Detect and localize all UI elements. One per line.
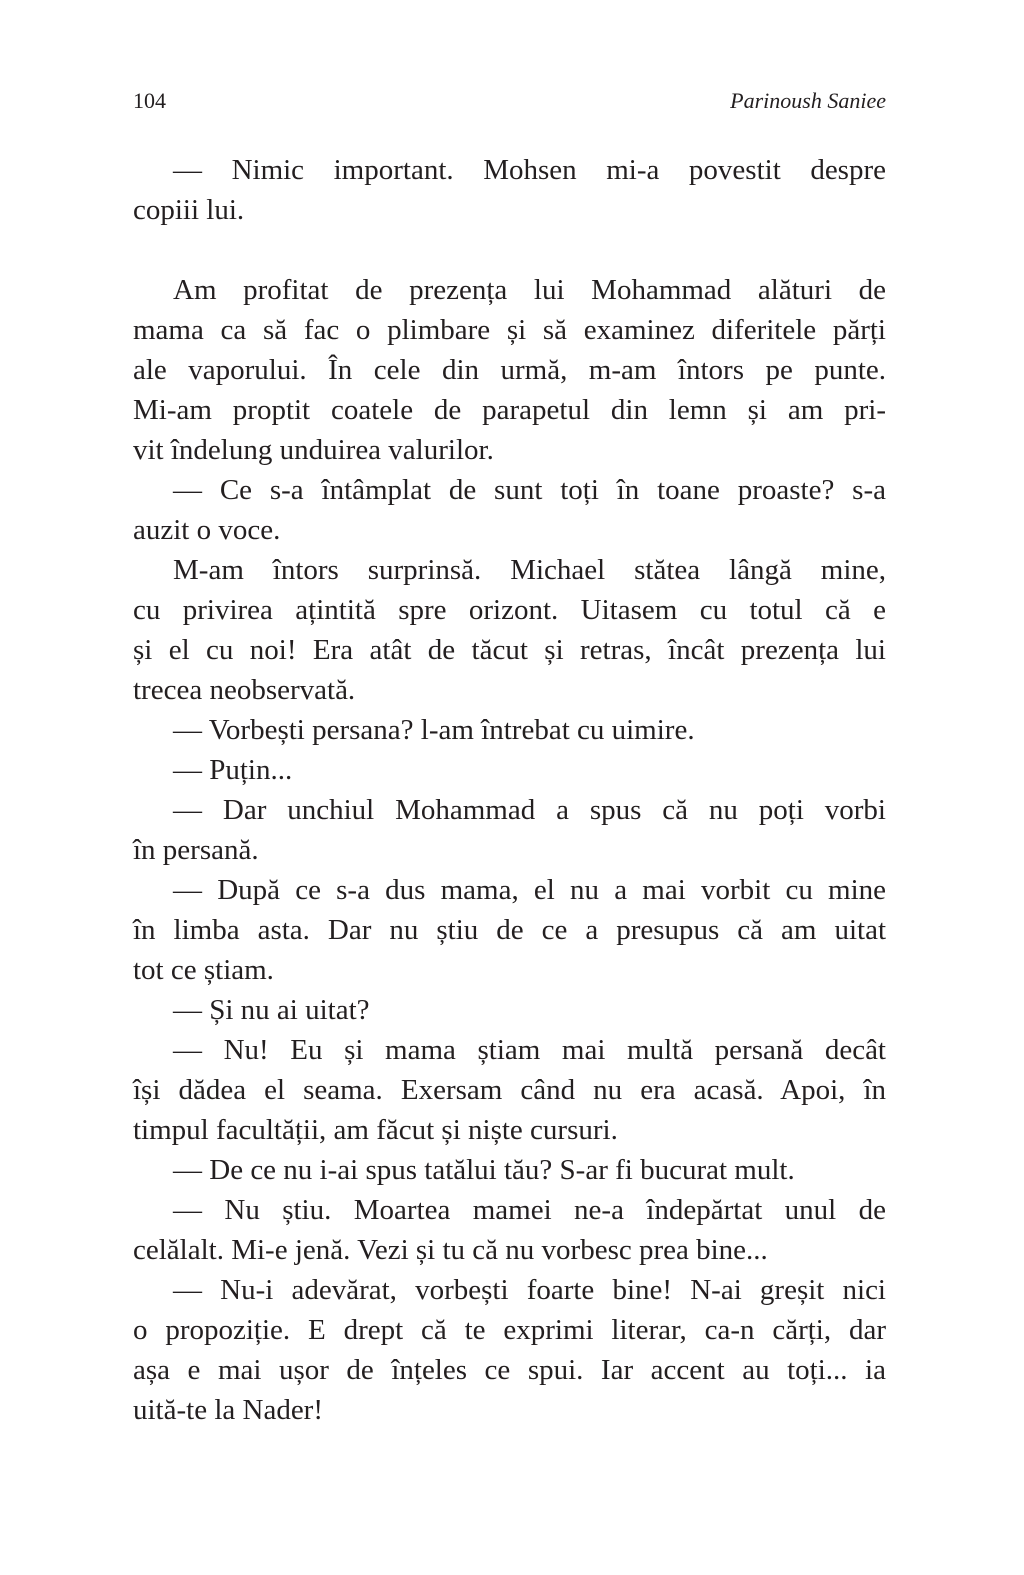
paragraph	[133, 990, 886, 1030]
text-line: vit îndelung unduirea valurilor.	[133, 434, 494, 466]
paragraph	[133, 750, 886, 790]
text-line: — Nu-i adevărat, vorbești foarte bine! N-ai greșit nici	[173, 1274, 886, 1306]
text-line: — Și nu ai uitat?	[173, 994, 370, 1026]
text-line: — Ce s-a întâmplat de sunt toți în toane proaste? s-a	[173, 474, 886, 506]
text-line: tot ce știam.	[133, 954, 274, 986]
text-line: uită-te la Nader!	[133, 1394, 324, 1426]
text-line: — După ce s-a dus mama, el nu a mai vorbit cu mine	[173, 874, 886, 906]
text-line: — De ce nu i-ai spus tatălui tău? S-ar fi bucurat mult.	[173, 1154, 795, 1186]
body-text	[133, 150, 886, 1430]
paragraph	[133, 150, 886, 230]
text-line: în persană.	[133, 834, 259, 866]
paragraph	[133, 1190, 886, 1270]
text-line: timpul facultății, am făcut și niște cursuri.	[133, 1114, 618, 1146]
text-line: auzit o voce.	[133, 514, 281, 546]
text-line: și el cu noi! Era atât de tăcut și retras, încât prezența lui	[133, 634, 886, 666]
text-line: celălalt. Mi-e jenă. Vezi și tu că nu vorbesc prea bine...	[133, 1234, 768, 1266]
text-line: cu privirea ațintită spre orizont. Uitasem cu totul că e	[133, 594, 886, 626]
text-line: trecea neobservată.	[133, 674, 356, 706]
text-line: M-am întors surprinsă. Michael stătea lângă mine,	[173, 554, 886, 586]
paragraph	[133, 550, 886, 710]
paragraph	[133, 1150, 886, 1190]
text-line: își dădea el seama. Exersam când nu era acasă. Apoi, în	[133, 1074, 886, 1106]
text-line: Mi-am proptit coatele de parapetul din lemn și am pri-	[133, 394, 886, 426]
text-line: o propoziție. E drept că te exprimi literar, ca-n cărți, dar	[133, 1314, 886, 1346]
paragraph	[133, 870, 886, 990]
paragraph	[133, 270, 886, 470]
text-line: așa e mai ușor de înțeles ce spui. Iar accent au toți... ia	[133, 1354, 886, 1386]
text-line: în limba asta. Dar nu știu de ce a presupus că am uitat	[133, 914, 886, 946]
text-line: copiii lui.	[133, 194, 245, 226]
text-line: — Nimic important. Mohsen mi-a povestit despre	[173, 154, 886, 186]
paragraph	[133, 1030, 886, 1150]
text-line: ale vaporului. În cele din urmă, m-am întors pe punte.	[133, 354, 886, 386]
text-line: — Nu! Eu și mama știam mai multă persană decât	[173, 1034, 886, 1066]
text-line: mama ca să fac o plimbare și să examinez diferitele părți	[133, 314, 886, 346]
paragraph	[133, 790, 886, 870]
text-line: Am profitat de prezența lui Mohammad alături de	[173, 274, 886, 306]
running-header-author: Parinoush Saniee	[730, 88, 886, 113]
text-line: — Dar unchiul Mohammad a spus că nu poți vorbi	[173, 794, 886, 826]
page-number: 104	[133, 88, 166, 113]
paragraph	[133, 1270, 886, 1430]
paragraph	[133, 710, 886, 750]
text-line: — Vorbești persana? l-am întrebat cu uimire.	[173, 714, 695, 746]
paragraph	[133, 470, 886, 550]
text-line: — Puțin...	[173, 754, 293, 786]
text-line: — Nu știu. Moartea mamei ne-a îndepărtat unul de	[173, 1194, 886, 1226]
